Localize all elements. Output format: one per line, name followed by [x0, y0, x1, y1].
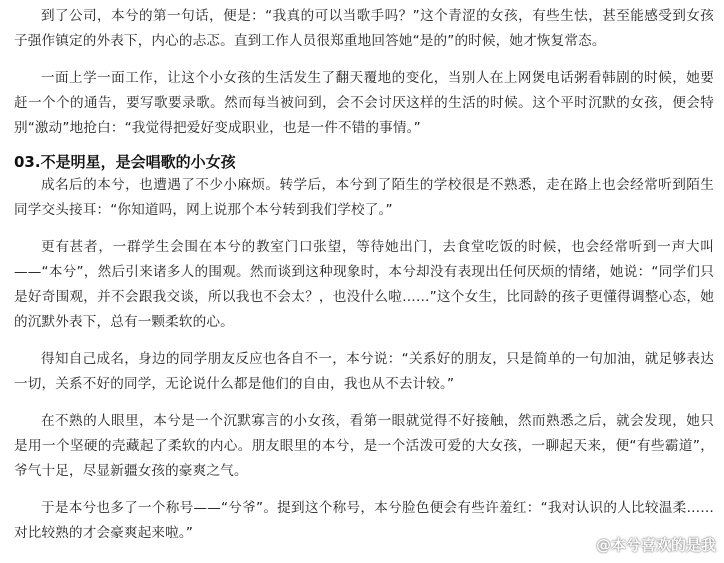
- paragraph: 得知自己成名，身边的同学朋友反应也各自不一，本兮说：“关系好的朋友，只是简单的一句加油，就足够表达一切，关系不好的同学，无论说什么都是他们的自由，我也从不去计较。”: [14, 351, 714, 392]
- paragraph: 成名后的本兮，也遭遇了不少小麻烦。转学后，本兮到了陌生的学校很是不熟悉，走在路上也会经常听到陌生同学交头接耳：“你知道吗，网上说那个本兮转到我们学校了。”: [14, 177, 714, 218]
- paragraph: 一面上学一面工作，让这个小女孩的生活发生了翻天覆地的变化，当别人在上网煲电话粥看韩剧的时候，她要赶一个个的通告，要写歌要录歌。然而每当被问到，会不会讨厌这样的生活的时候。这个平时沉默的女孩，便会特别“激动”地抢白：“我觉得把爱好变成职业，也是一件不错的事情。”: [14, 70, 714, 136]
- section-heading: 03.不是明星，是会唱歌的小女孩: [14, 153, 236, 171]
- watermark: [573, 534, 716, 555]
- watermark-text: @本兮喜欢的是我: [595, 536, 716, 554]
- paragraph: 到了公司，本兮的第一句话，便是：“我真的可以当歌手吗？”这个青涩的女孩，有些生怯，甚至能感受到女孩子强作镇定的外表下，内心的忐忑。直到工作人员很郑重地回答她“是的”的时候，她才恢复常态。: [14, 8, 714, 49]
- paragraph: 更有甚者，一群学生会围在本兮的教室门口张望，等待她出门，去食堂吃饭的时候，也会经常听到一声大叫——“本兮”，然后引来诸多人的围观。然而谈到这种现象时，本兮却没有表现出任何厌烦的情绪，她说：“同学们只是好奇围观，并不会跟我交谈，所以我也不会太？，也没什么啦……”这个女生，比同龄的孩子更懂得调整心态，她的沉默外表下，总有一颗柔软的心。: [14, 239, 714, 330]
- paragraph: 在不熟的人眼里，本兮是一个沉默寡言的小女孩，看第一眼就觉得不好接触，然而熟悉之后，就会发现，她只是用一个坚硬的壳藏起了柔软的内心。朋友眼里的本兮，是一个活泼可爱的大女孩，一聊起天来，便“有些霸道”，爷气十足，尽显新疆女孩的豪爽之气。: [14, 413, 714, 479]
- weibo-icon: [573, 536, 593, 554]
- paragraph: 于是本兮也多了一个称号——“兮爷”。提到这个称号，本兮脸色便会有些许羞红：“我对认识的人比较温柔……对比较熟的才会豪爽起来啦。”: [14, 500, 714, 541]
- article-body: [14, 4, 714, 546]
